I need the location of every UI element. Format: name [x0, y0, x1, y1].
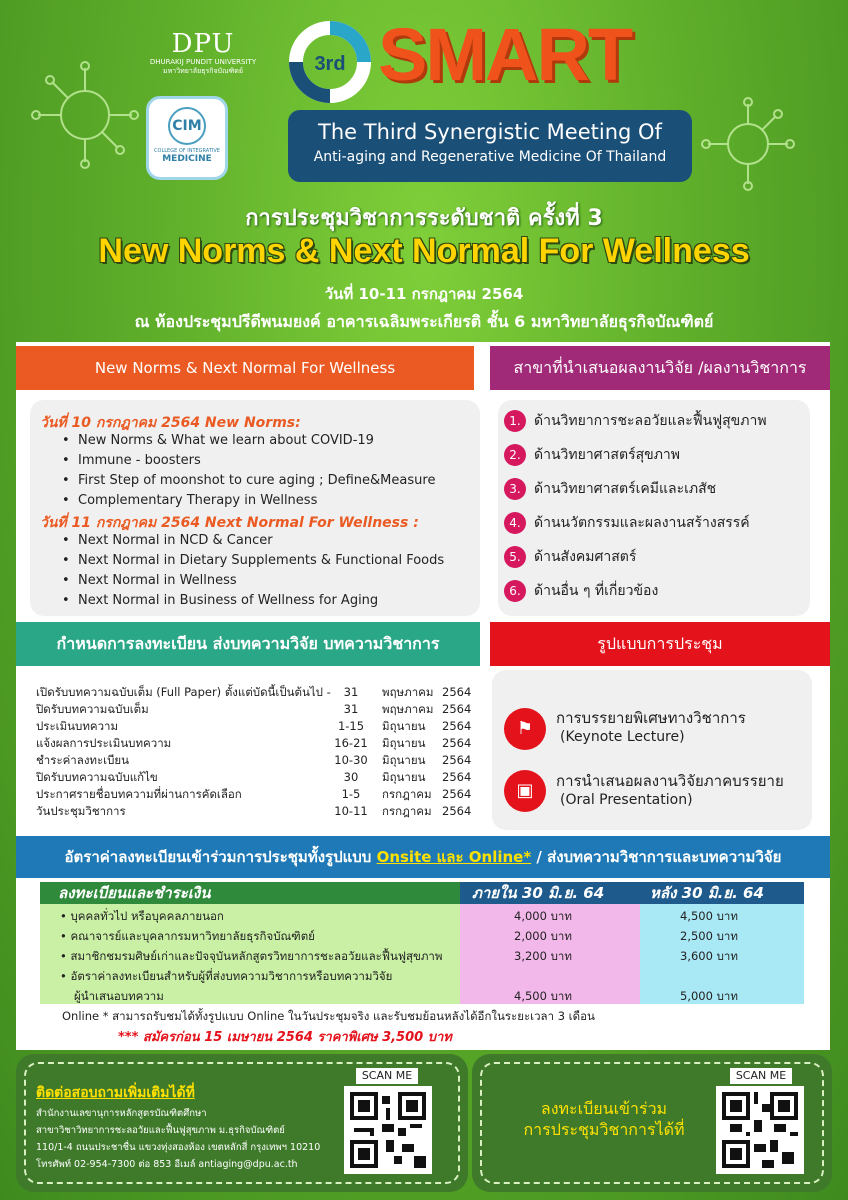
day2-item: • Next Normal in Business of Wellness for Aging	[62, 591, 378, 611]
field-label: ด้านอื่น ๆ ที่เกี่ยวข้อง	[534, 583, 659, 599]
contact-line: 110/1-4 ถนนประชาชื่น แขวงทุ่งสองห้อง เขตหลักสี่ กรุงเทพฯ 10210	[36, 1142, 321, 1153]
virus-decoration-left-icon	[30, 60, 140, 170]
main-title: New Norms & Next Normal For Wellness	[98, 232, 750, 270]
fee-after: 3,600 บาท	[680, 949, 738, 963]
early-bird-note: *** สมัครก่อน 15 เมษายน 2564 ราคาพิเศษ 3,500 บาท	[118, 1030, 452, 1045]
contact-title: ติดต่อสอบถามเพิ่มเติมได้ที่	[36, 1085, 195, 1101]
fee-row-label-cont: ผู้นำเสนอบทความ	[74, 989, 164, 1003]
dpu-logo-text: DPU	[171, 29, 235, 59]
format-keynote-en: (Keynote Lecture)	[560, 729, 685, 745]
fees-header: อัตราค่าลงทะเบียนเข้าร่วมการประชุมทั้งรูปแบบ Onsite และ Online* / ส่งบทความวิชาการและบทความวิจัย	[16, 836, 830, 878]
dpu-logo	[148, 30, 258, 76]
schedule-row: ประกาศรายชื่อบทความที่ผ่านการคัดเลือก 1-5 กรกฎาคม 2564	[36, 787, 472, 801]
format-header: รูปแบบการประชุม	[490, 622, 830, 666]
event-title-line2: Anti-aging and Regenerative Medicine Of Thailand	[313, 149, 667, 165]
event-venue: ณ ห้องประชุมปรีดีพนมยงค์ อาคารเฉลิมพระเกียรติ ชั้น 6 มหาวิทยาลัยธุรกิจบัณฑิตย์	[134, 312, 714, 331]
event-title-line1: The Third Synergistic Meeting Of	[318, 120, 662, 144]
day2-item: • Next Normal in Wellness	[62, 571, 237, 591]
schedule-row: วันประชุมวิชาการ 10-11 กรกฎาคม 2564	[36, 804, 472, 818]
fee-before: 4,500 บาท	[514, 989, 572, 1003]
schedule-row: แจ้งผลการประเมินบทความ 16-21 มิถุนายน 2564	[36, 736, 472, 750]
fee-col-register: ลงทะเบียนและชำระเงิน	[40, 882, 460, 904]
day1-item: • Complementary Therapy in Wellness	[62, 491, 317, 511]
register-line2: การประชุมวิชาการได้ที่	[523, 1120, 685, 1139]
field-label: ด้านสังคมศาสตร์	[534, 549, 637, 565]
schedule-row: ชำระค่าลงทะเบียน 10-30 มิถุนายน 2564	[36, 753, 472, 767]
format-oral-th: การนำเสนอผลงานวิจัยภาคบรรยาย	[556, 772, 784, 790]
field-label: ด้านวิทยาศาสตร์สุขภาพ	[534, 447, 681, 463]
fee-after: 2,500 บาท	[680, 929, 738, 943]
field-label: ด้านนวัตกรรมและผลงานสร้างสรรค์	[534, 515, 750, 531]
day2-item: • Next Normal in NCD & Cancer	[62, 531, 273, 551]
online-note: Online * สามารถรับชมได้ทั้งรูปแบบ Online ในวันประชุมจริง และรับชมย้อนหลังได้อีกในระยะเวลา 3 เดือน	[62, 1009, 595, 1023]
fee-row-label: • สมาชิกชมรมศิษย์เก่าและปัจจุบันหลักสูตรวิทยาการชะลอวัยและฟื้นฟูสุขภาพ	[60, 949, 443, 963]
format-oral-en: (Oral Presentation)	[560, 792, 693, 808]
field-number: 4.	[504, 512, 526, 534]
conference-subtitle: การประชุมวิชาการระดับชาติ ครั้งที่ 3	[245, 206, 603, 231]
fees-header-highlight: Onsite และ Online*	[376, 848, 532, 866]
event-title-box	[288, 110, 692, 182]
day1-item: • First Step of moonshot to cure aging ; Define&Measure	[62, 471, 435, 491]
field-label: ด้านวิทยาการชะลอวัยและฟื้นฟูสุขภาพ	[534, 413, 767, 429]
schedule-row: ปิดรับบทความฉบับเต็ม 31 พฤษภาคม 2564	[36, 702, 472, 716]
college-line2: MEDICINE	[162, 154, 212, 164]
contact-qr-code[interactable]	[344, 1086, 432, 1174]
contact-line: สำนักงานเลขานุการหลักสูตรบัณฑิตศึกษา	[36, 1108, 207, 1119]
fee-col-before: ภายใน 30 มิ.ย. 64	[460, 882, 640, 904]
tree-emblem-icon: CIM	[168, 107, 206, 145]
fee-row-label: • บุคคลทั่วไป หรือบุคคลภายนอก	[60, 909, 224, 923]
schedule-row: ปิดรับบทความฉบับแก้ไข 30 มิถุนายน 2564	[36, 770, 472, 784]
contact-line: สาขาวิชาวิทยาการชะลอวัยและฟื้นฟูสุขภาพ ม.ธุรกิจบัณฑิตย์	[36, 1125, 285, 1136]
ordinal-text: 3rd	[314, 53, 346, 75]
scan-me-label: SCAN ME	[730, 1068, 792, 1084]
fee-before: 3,200 บาท	[514, 949, 572, 963]
field-number: 6.	[504, 580, 526, 602]
fee-row-label: • อัตราค่าลงทะเบียนสำหรับผู้ที่ส่งบทความวิชาการหรือบทความวิจัย	[60, 969, 393, 983]
field-number: 5.	[504, 546, 526, 568]
day2-item: • Next Normal in Dietary Supplements & Functional Foods	[62, 551, 444, 571]
fee-col-after: หลัง 30 มิ.ย. 64	[640, 882, 804, 904]
fee-after: 5,000 บาท	[680, 989, 738, 1003]
qr-code-icon	[722, 1092, 798, 1168]
dpu-name-en: DHURAKIJ PUNDIT UNIVERSITY	[149, 58, 257, 66]
topics-header: New Norms & Next Normal For Wellness	[16, 346, 480, 390]
qr-code-icon	[350, 1092, 426, 1168]
field-label: ด้านวิทยาศาสตร์เคมีและเภสัช	[534, 481, 717, 497]
field-number: 2.	[504, 444, 526, 466]
day1-item: • New Norms & What we learn about COVID-19	[62, 431, 374, 451]
virus-decoration-right-icon	[700, 96, 796, 192]
register-text	[496, 1098, 712, 1140]
event-date: วันที่ 10-11 กรกฎาคม 2564	[324, 285, 524, 303]
fee-row-label: • คณาจารย์และบุคลากรมหาวิทยาลัยธุรกิจบัณฑิตย์	[60, 929, 315, 943]
format-keynote-th: การบรรยายพิเศษทางวิชาการ	[556, 709, 746, 727]
register-qr-code[interactable]	[716, 1086, 804, 1174]
third-ring-logo-icon	[288, 20, 372, 104]
college-line1: COLLEGE OF INTEGRATIVE	[154, 148, 220, 154]
presentation-board-icon: ▣	[504, 770, 546, 812]
schedule-header: กำหนดการลงทะเบียน ส่งบทความวิจัย บทความวิชาการ	[16, 622, 480, 666]
presenter-icon: ⚑	[504, 708, 546, 750]
field-number: 3.	[504, 478, 526, 500]
college-badge	[146, 96, 228, 180]
schedule-row: เปิดรับบทความฉบับเต็ม (Full Paper) ตั้งแต่บัดนี้เป็นต้นไป - 31 พฤษภาคม 2564	[36, 685, 472, 699]
day2-title: วันที่ 11 กรกฎาคม 2564 Next Normal For Wellness :	[40, 515, 419, 531]
day1-title: วันที่ 10 กรกฎาคม 2564 New Norms:	[40, 415, 301, 431]
fee-before: 4,000 บาท	[514, 909, 572, 923]
smart-wordmark: SMART	[378, 13, 632, 96]
contact-line: โทรศัพท์ 02-954-7300 ต่อ 853 อีเมล์ antiaging@dpu.ac.th	[36, 1159, 298, 1170]
schedule-row: ประเมินบทความ 1-15 มิถุนายน 2564	[36, 719, 472, 733]
register-line1: ลงทะเบียนเข้าร่วม	[540, 1099, 668, 1118]
dpu-name-th: มหาวิทยาลัยธุรกิจบัณฑิตย์	[163, 67, 243, 75]
scan-me-label: SCAN ME	[356, 1068, 418, 1084]
fee-after: 4,500 บาท	[680, 909, 738, 923]
fee-before: 2,000 บาท	[514, 929, 572, 943]
field-number: 1.	[504, 410, 526, 432]
fields-header: สาขาที่นำเสนอผลงานวิจัย /ผลงานวิชาการ	[490, 346, 830, 390]
day1-item: • Immune - boosters	[62, 451, 201, 471]
